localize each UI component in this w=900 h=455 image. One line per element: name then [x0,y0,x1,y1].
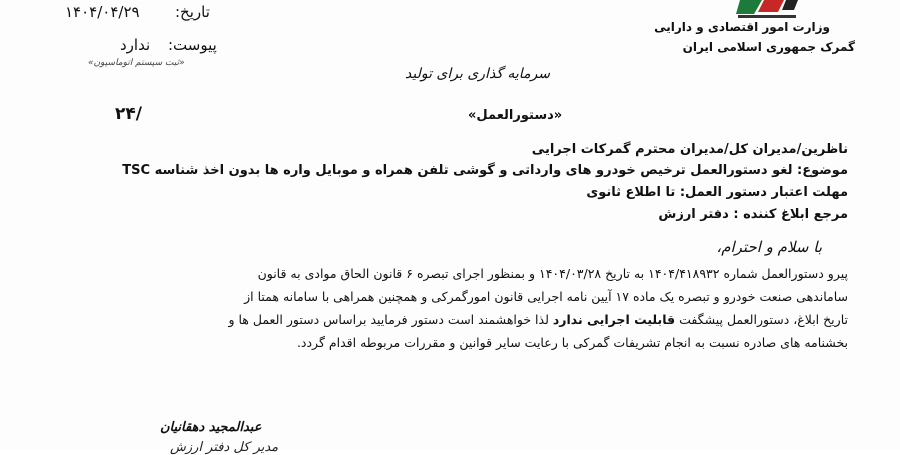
body-line-3-end: لذا خواهشمند است دستور فرمایید براساس دستور العمل ها و [228,312,549,327]
attachment-value: ندارد [120,36,151,54]
recipients: ناظرین/مدیران کل/مدیران محترم گمرکات اجرایی [531,142,848,157]
body-line-3 [228,308,848,331]
body-line-3-start: تاریخ ابلاغ، دستورالعمل پیشگفت [679,312,848,327]
signatory-name: عبدالمجید دهقانیان [160,420,262,435]
org-customs: گمرک جمهوری اسلامی ایران [682,40,855,54]
date-value: ۱۴۰۴/۰۴/۲۹ [65,3,140,21]
slogan: سرمایه گذاری برای تولید [405,66,551,82]
attachment-label: پیوست: [168,36,217,54]
org-ministry: وزارت امور اقتصادی و دارایی [654,20,830,34]
body-line-1: پیرو دستورالعمل شماره ۱۴۰۴/۴۱۸۹۳۲ به تاریخ ۱۴۰۴/۰۳/۲۸ و بمنظور اجرای تبصره ۶ قانون الحاق موادی به قانون [257,266,848,281]
validity: مهلت اعتبار دستور العمل: تا اطلاع ثانوی [586,185,848,200]
body-line-2: ساماندهی صنعت خودرو و تبصره یک ماده ۱۷ آیین نامه اجرایی قانون امورگمرکی و همچنین همراهی با سامانه همتا از [244,289,848,304]
doc-title: «دستورالعمل» [468,108,563,123]
issuer: مرجع ابلاغ کننده : دفتر ارزش [658,207,848,222]
body-line-4: بخشنامه های صادره نسبت به انجام تشریفات گمرکی با رعایت سایر قوانین و مقررات مربوطه اقدام گردد. [296,335,848,350]
customs-logo-icon [732,0,802,20]
body-line-3-emphasis: قابلیت اجرایی ندارد [552,312,676,327]
date-label: تاریخ: [175,3,210,21]
signatory-title: مدیر کل دفتر ارزش [170,440,279,455]
system-note: «ثبت سیستم اتوماسیون» [88,58,185,68]
subject: موضوع: لغو دستورالعمل ترخیص خودرو های وارداتی و گوشی تلفن همراه و موبایل واره ها بدون اخذ شناسه TSC [122,163,848,178]
doc-number: ۲۴/ [115,104,142,124]
greeting: با سلام و احترام، [716,238,822,256]
